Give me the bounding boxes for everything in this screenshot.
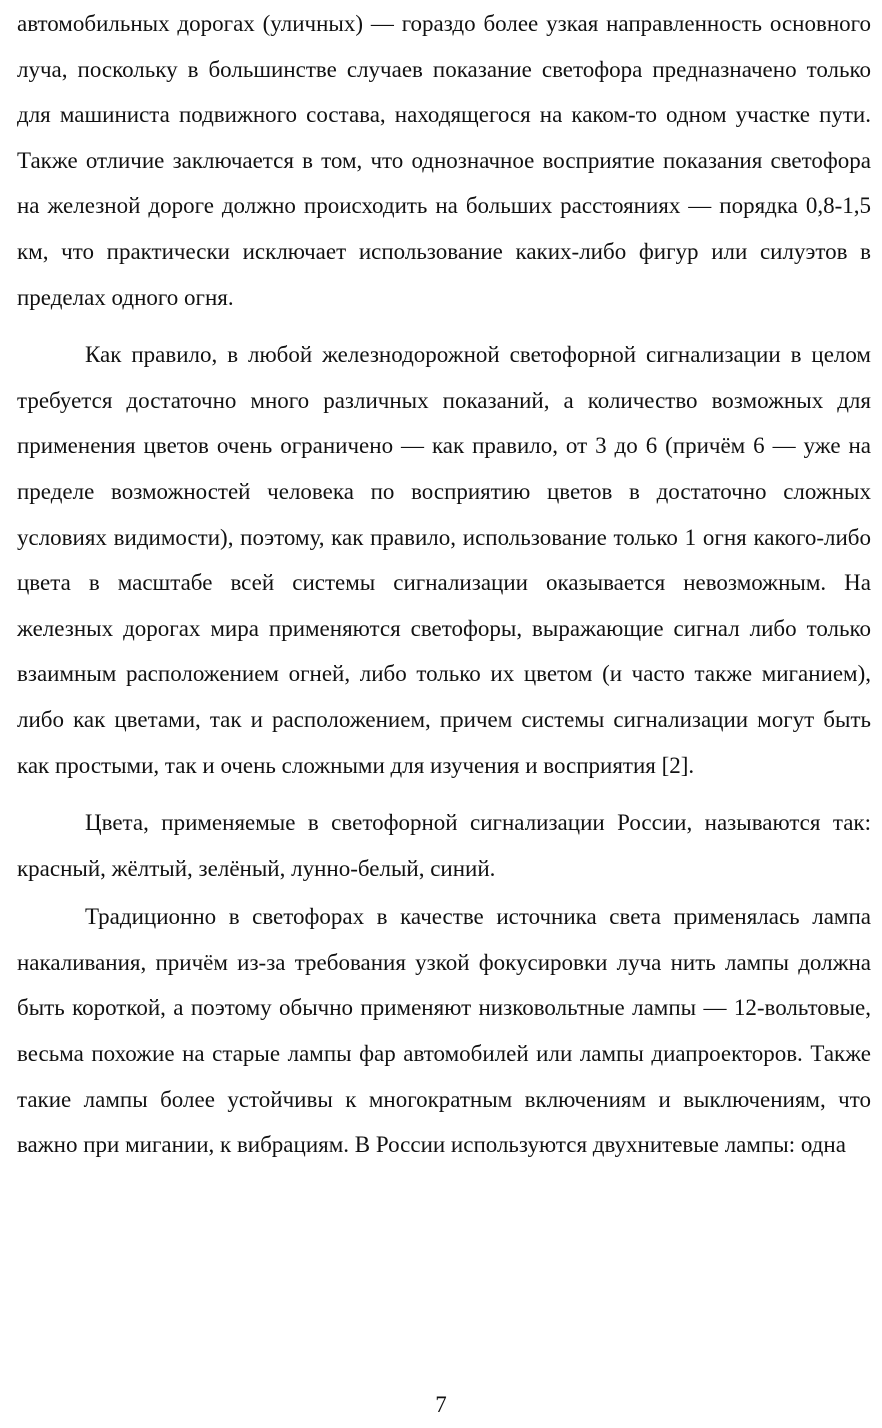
paragraph-light-source: Традиционно в светофорах в качестве источника света применялась лампа накаливания, причём из-за требования узкой фокусировки луча нить лампы должна быть короткой, а поэтому обычно применяют низковольтные лампы — 12-вольтовые, весьма похожие на старые лампы фар автомобилей или лампы диапроекторов. Также такие лампы более устойчивы к многократным включениям и выключениям, что важно при мигании, к вибрациям. В России используются двухнитевые лампы: одна bbox=[17, 904, 871, 1158]
paragraph-continuation: автомобильных дорогах (уличных) — гораздо более узкая направленность основного луча, поскольку в большинстве случаев показание светофора предназначено только для машиниста подвижного состава, находящегося на каком-то одном участке пути. Также отличие заключается в том, что однозначное восприятие показания светофора на железной дороге должно происходить на больших расстояниях — порядка 0,8-1,5 км, что практически исключает использование каких-либо фигур или силуэтов в пределах одного огня. bbox=[17, 11, 871, 310]
page-number: 7 bbox=[435, 1392, 447, 1417]
paragraph-signal-indications: Как правило, в любой железнодорожной светофорной сигнализации в целом требуется достаточно много различных показаний, а количество возможных для применения цветов очень ограничено — как правило, от 3 до 6 (причём 6 — уже на пределе возможностей человека по восприятию цветов в достаточно сложных условиях видимости), поэтому, как правило, использование только 1 огня какого-либо цвета в масштабе всей системы сигнализации оказывается невозможным. На железных дорогах мира применяются светофоры, выражающие сигнал либо только взаимным расположением огней, либо только их цветом (и часто также миганием), либо как цветами, так и расположением, причем системы сигнализации могут быть как простыми, так и очень сложными для изучения и восприятия [2]. bbox=[17, 342, 871, 778]
document-page bbox=[17, 0, 871, 1168]
paragraph-signal-colors: Цвета, применяемые в светофорной сигнализации России, называются так: красный, жёлтый, зелёный, лунно-белый, синий. bbox=[17, 810, 871, 881]
